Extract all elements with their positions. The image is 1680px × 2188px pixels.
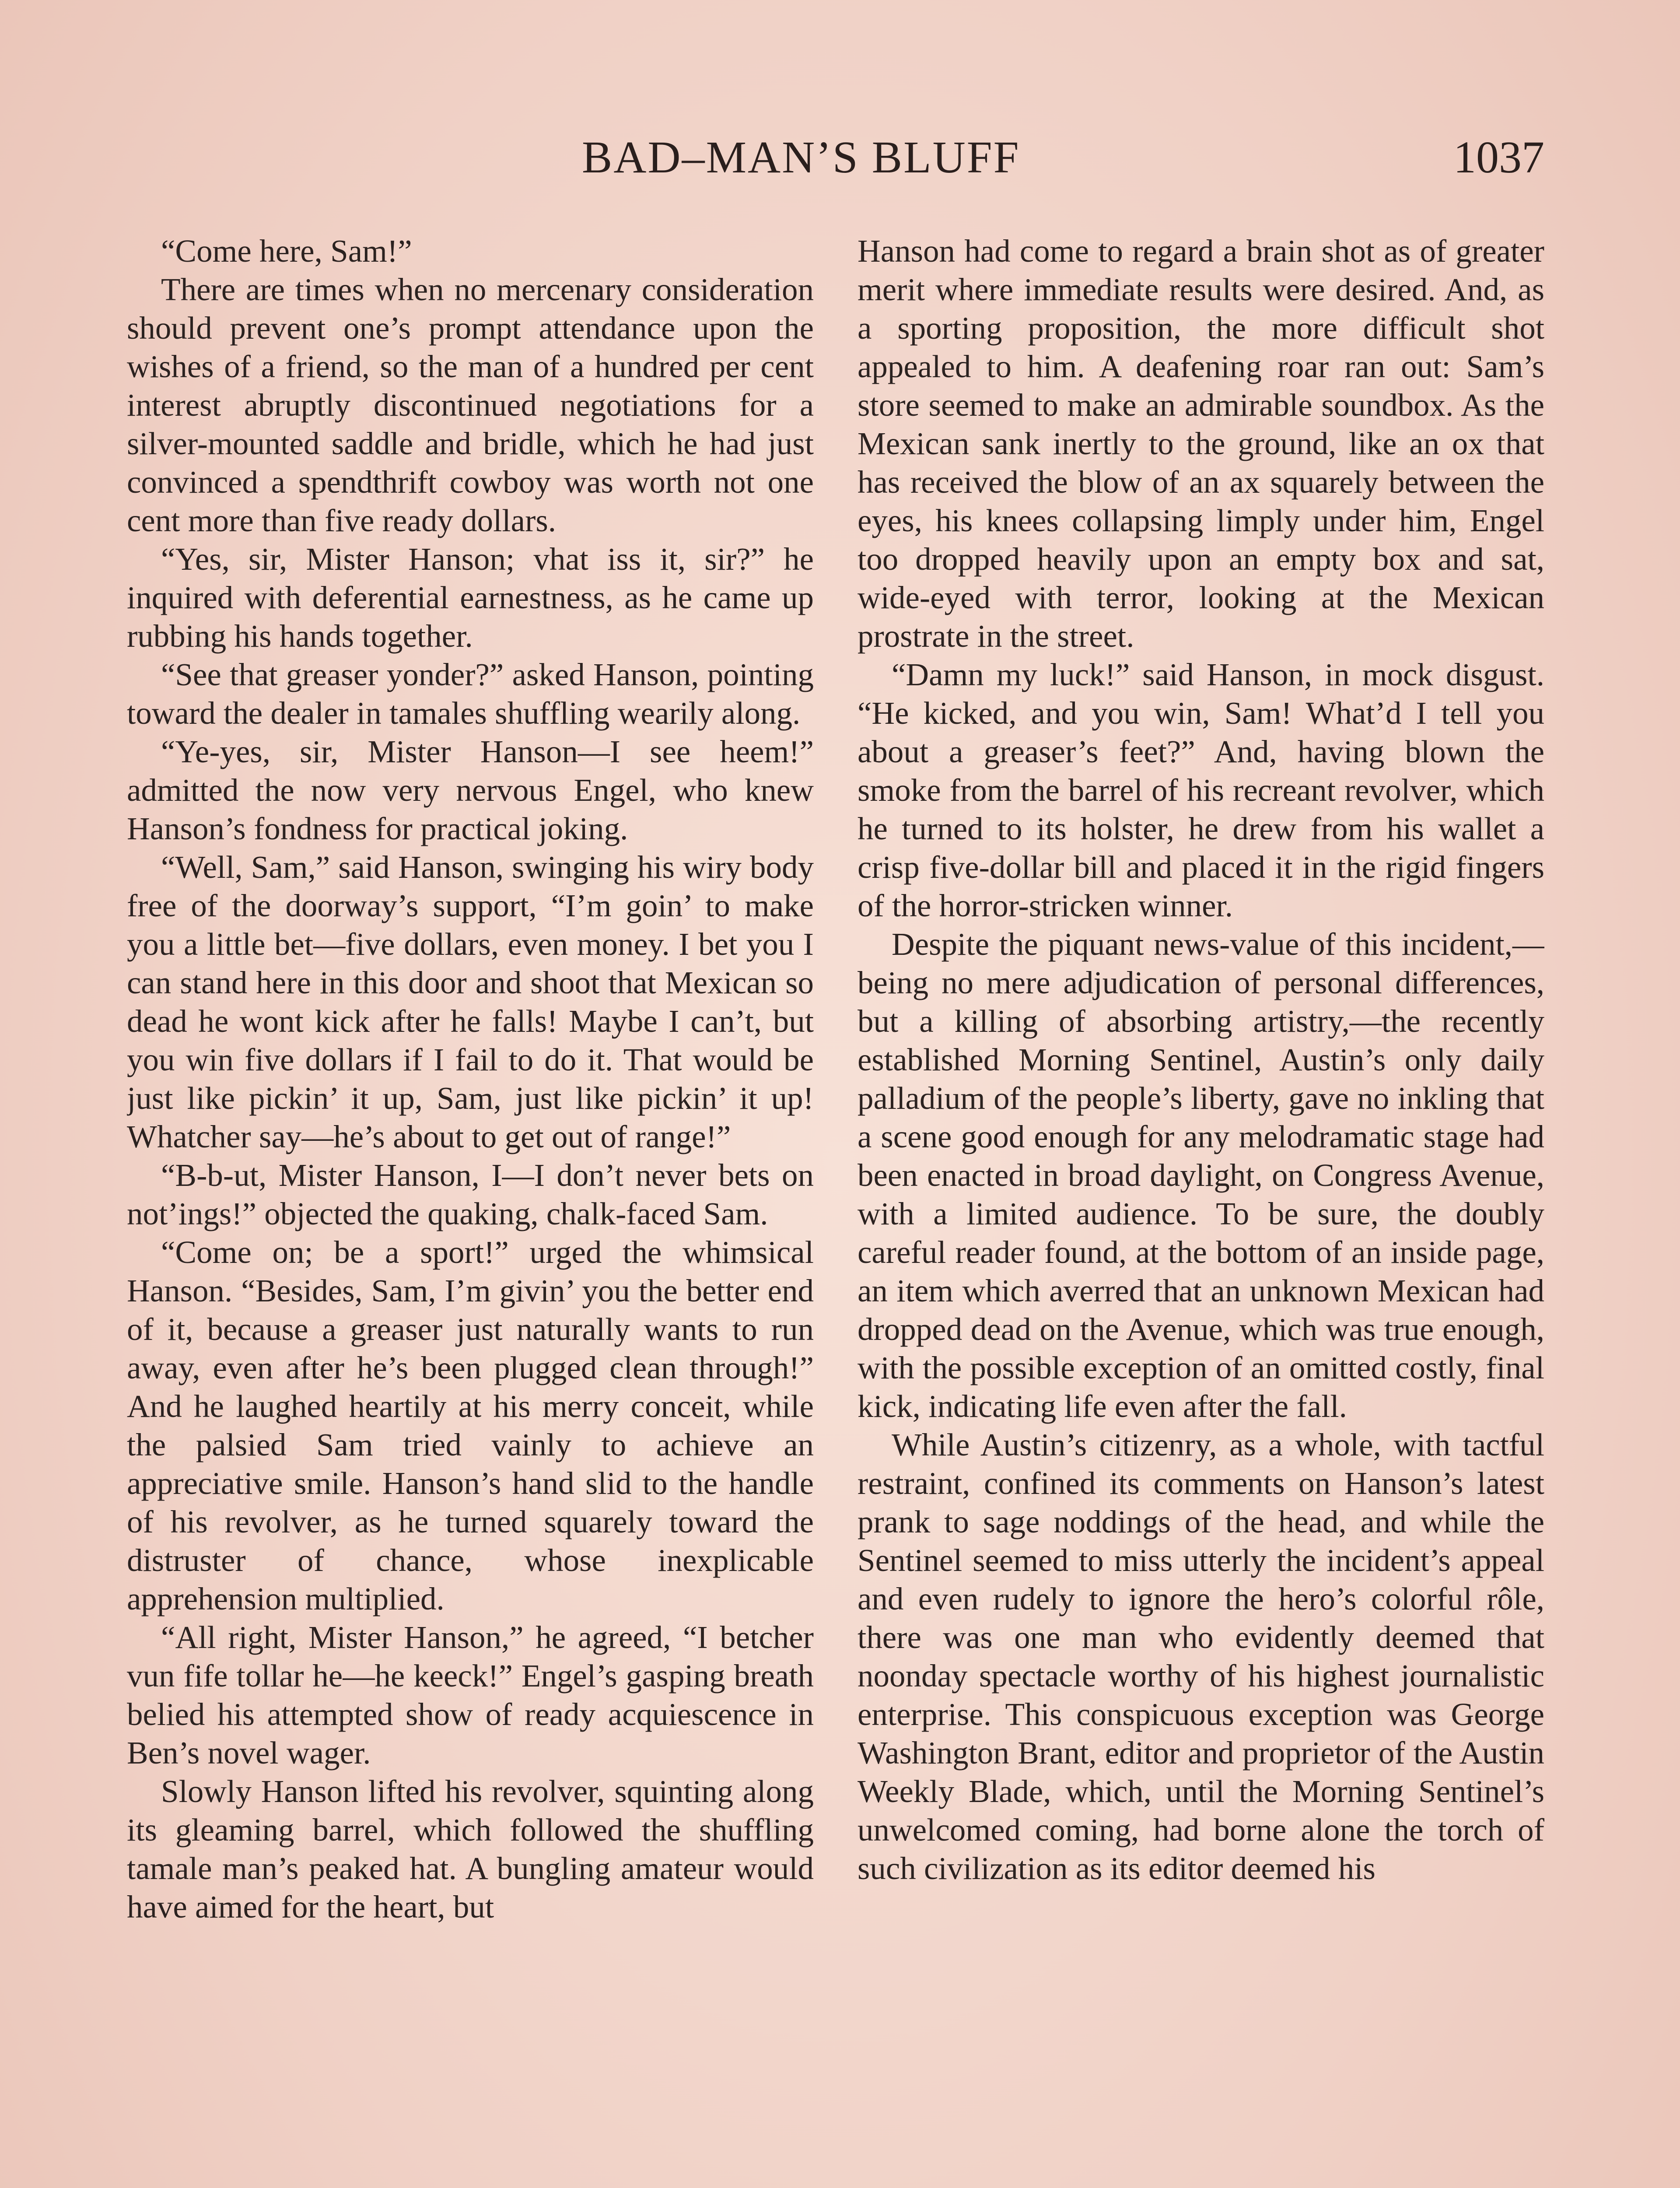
- left-column: [127, 232, 814, 2188]
- paragraph: While Austin’s citizenry, as a whole, with tactful restraint, confined its comments on Hanson’s latest prank to sage noddings of the head, and while the Sentinel seemed to miss utterly the incident’s appeal and even rudely to ignore the hero’s colorful rôle, there was one man who evidently deemed that noonday spectacle worthy of his highest journalistic enterprise. This conspicuous exception was George Washington Brant, editor and proprietor of the Austin Weekly Blade, which, until the Morning Sentinel’s unwelcomed coming, had borne alone the torch of such civilization as its editor deemed his: [858, 1427, 1544, 1886]
- paragraph: Despite the piquant news-value of this incident,—being no mere adjudication of personal differences, but a killing of absorbing artistry,—the recently established Morning Sentinel, Austin’s only daily palladium of the people’s liberty, gave no inkling that a scene good enough for any melodramatic stage had been enacted in broad daylight, on Congress Avenue, with a limited audience. To be sure, the doubly careful reader found, at the bottom of an inside page, an item which averred that an unknown Mexican had dropped dead on the Avenue, which was true enough, with the possible exception of an omitted costly, final kick, indicating life even after the fall.: [858, 926, 1544, 1424]
- paragraph: “Yes, sir, Mister Hanson; vhat iss it, sir?” he inquired with deferential earnestness, as he came up rubbing his hands together.: [127, 541, 814, 654]
- paragraph: “See that greaser yonder?” asked Hanson, pointing toward the dealer in tamales shuffling wearily along.: [127, 657, 814, 731]
- paragraph: “B-b-ut, Mister Hanson, I—I don’t never bets on not’ings!” objected the quaking, chalk-faced Sam.: [127, 1157, 814, 1231]
- paragraph: Slowly Hanson lifted his revolver, squinting along its gleaming barrel, which followed the shuffling tamale man’s peaked hat. A bungling amateur would have aimed for the heart, but: [127, 1774, 814, 1925]
- right-column: [858, 232, 1544, 2188]
- paragraph: “Come on; be a sport!” urged the whimsical Hanson. “Besides, Sam, I’m givin’ you the better end of it, because a greaser just naturally wants to run away, even after he’s been plugged clean through!” And he laughed heartily at his merry conceit, while the palsied Sam tried vainly to achieve an appreciative smile. Hanson’s hand slid to the handle of his revolver, as he turned squarely toward the distruster of chance, whose inexplicable apprehension multiplied.: [127, 1234, 814, 1616]
- paragraph: There are times when no mercenary consideration should prevent one’s prompt attendance upon the wishes of a friend, so the man of a hundred per cent interest abruptly discontinued negotiations for a silver-mounted saddle and bridle, which he had just convinced a spendthrift cowboy was worth not one cent more than five ready dollars.: [127, 272, 814, 538]
- running-head: BAD–MAN’S BLUFF: [582, 132, 1020, 182]
- paragraph: “Ye-yes, sir, Mister Hanson—I see heem!” admitted the now very nervous Engel, who knew Hanson’s fondness for practical joking.: [127, 734, 814, 846]
- paragraph: “Damn my luck!” said Hanson, in mock disgust. “He kicked, and you win, Sam! What’d I tell you about a greaser’s feet?” And, having blown the smoke from the barrel of his recreant revolver, which he turned to its holster, he drew from his wallet a crisp five-dollar bill and placed it in the rigid fingers of the horror-stricken winner.: [858, 657, 1544, 923]
- page-header: [127, 131, 1544, 193]
- page-number: 1037: [1453, 132, 1544, 182]
- paragraph: “All right, Mister Hanson,” he agreed, “I betcher vun fife tollar he—he keeck!” Engel’s gasping breath belied his attempted show of ready acquiescence in Ben’s novel wager.: [127, 1620, 814, 1771]
- paragraph: “Come here, Sam!”: [161, 233, 412, 269]
- paragraph: “Well, Sam,” said Hanson, swinging his wiry body free of the doorway’s support, “I’m goin’ to make you a little bet—five dollars, even money. I bet you I can stand here in this door and shoot that Mexican so dead he wont kick after he falls! Maybe I can’t, but you win five dollars if I fail to do it. That would be just like pickin’ it up, Sam, just like pickin’ it up! Whatcher say—he’s about to get out of range!”: [127, 849, 814, 1154]
- paragraph: Hanson had come to regard a brain shot as of greater merit where immediate results were desired. And, as a sporting proposition, the more difficult shot appealed to him. A deafening roar ran out: Sam’s store seemed to make an admirable soundbox. As the Mexican sank inertly to the ground, like an ox that has received the blow of an ax squarely between the eyes, his knees collapsing limply under him, Engel too dropped heavily upon an empty box and sat, wide-eyed with terror, looking at the Mexican prostrate in the street.: [858, 233, 1544, 654]
